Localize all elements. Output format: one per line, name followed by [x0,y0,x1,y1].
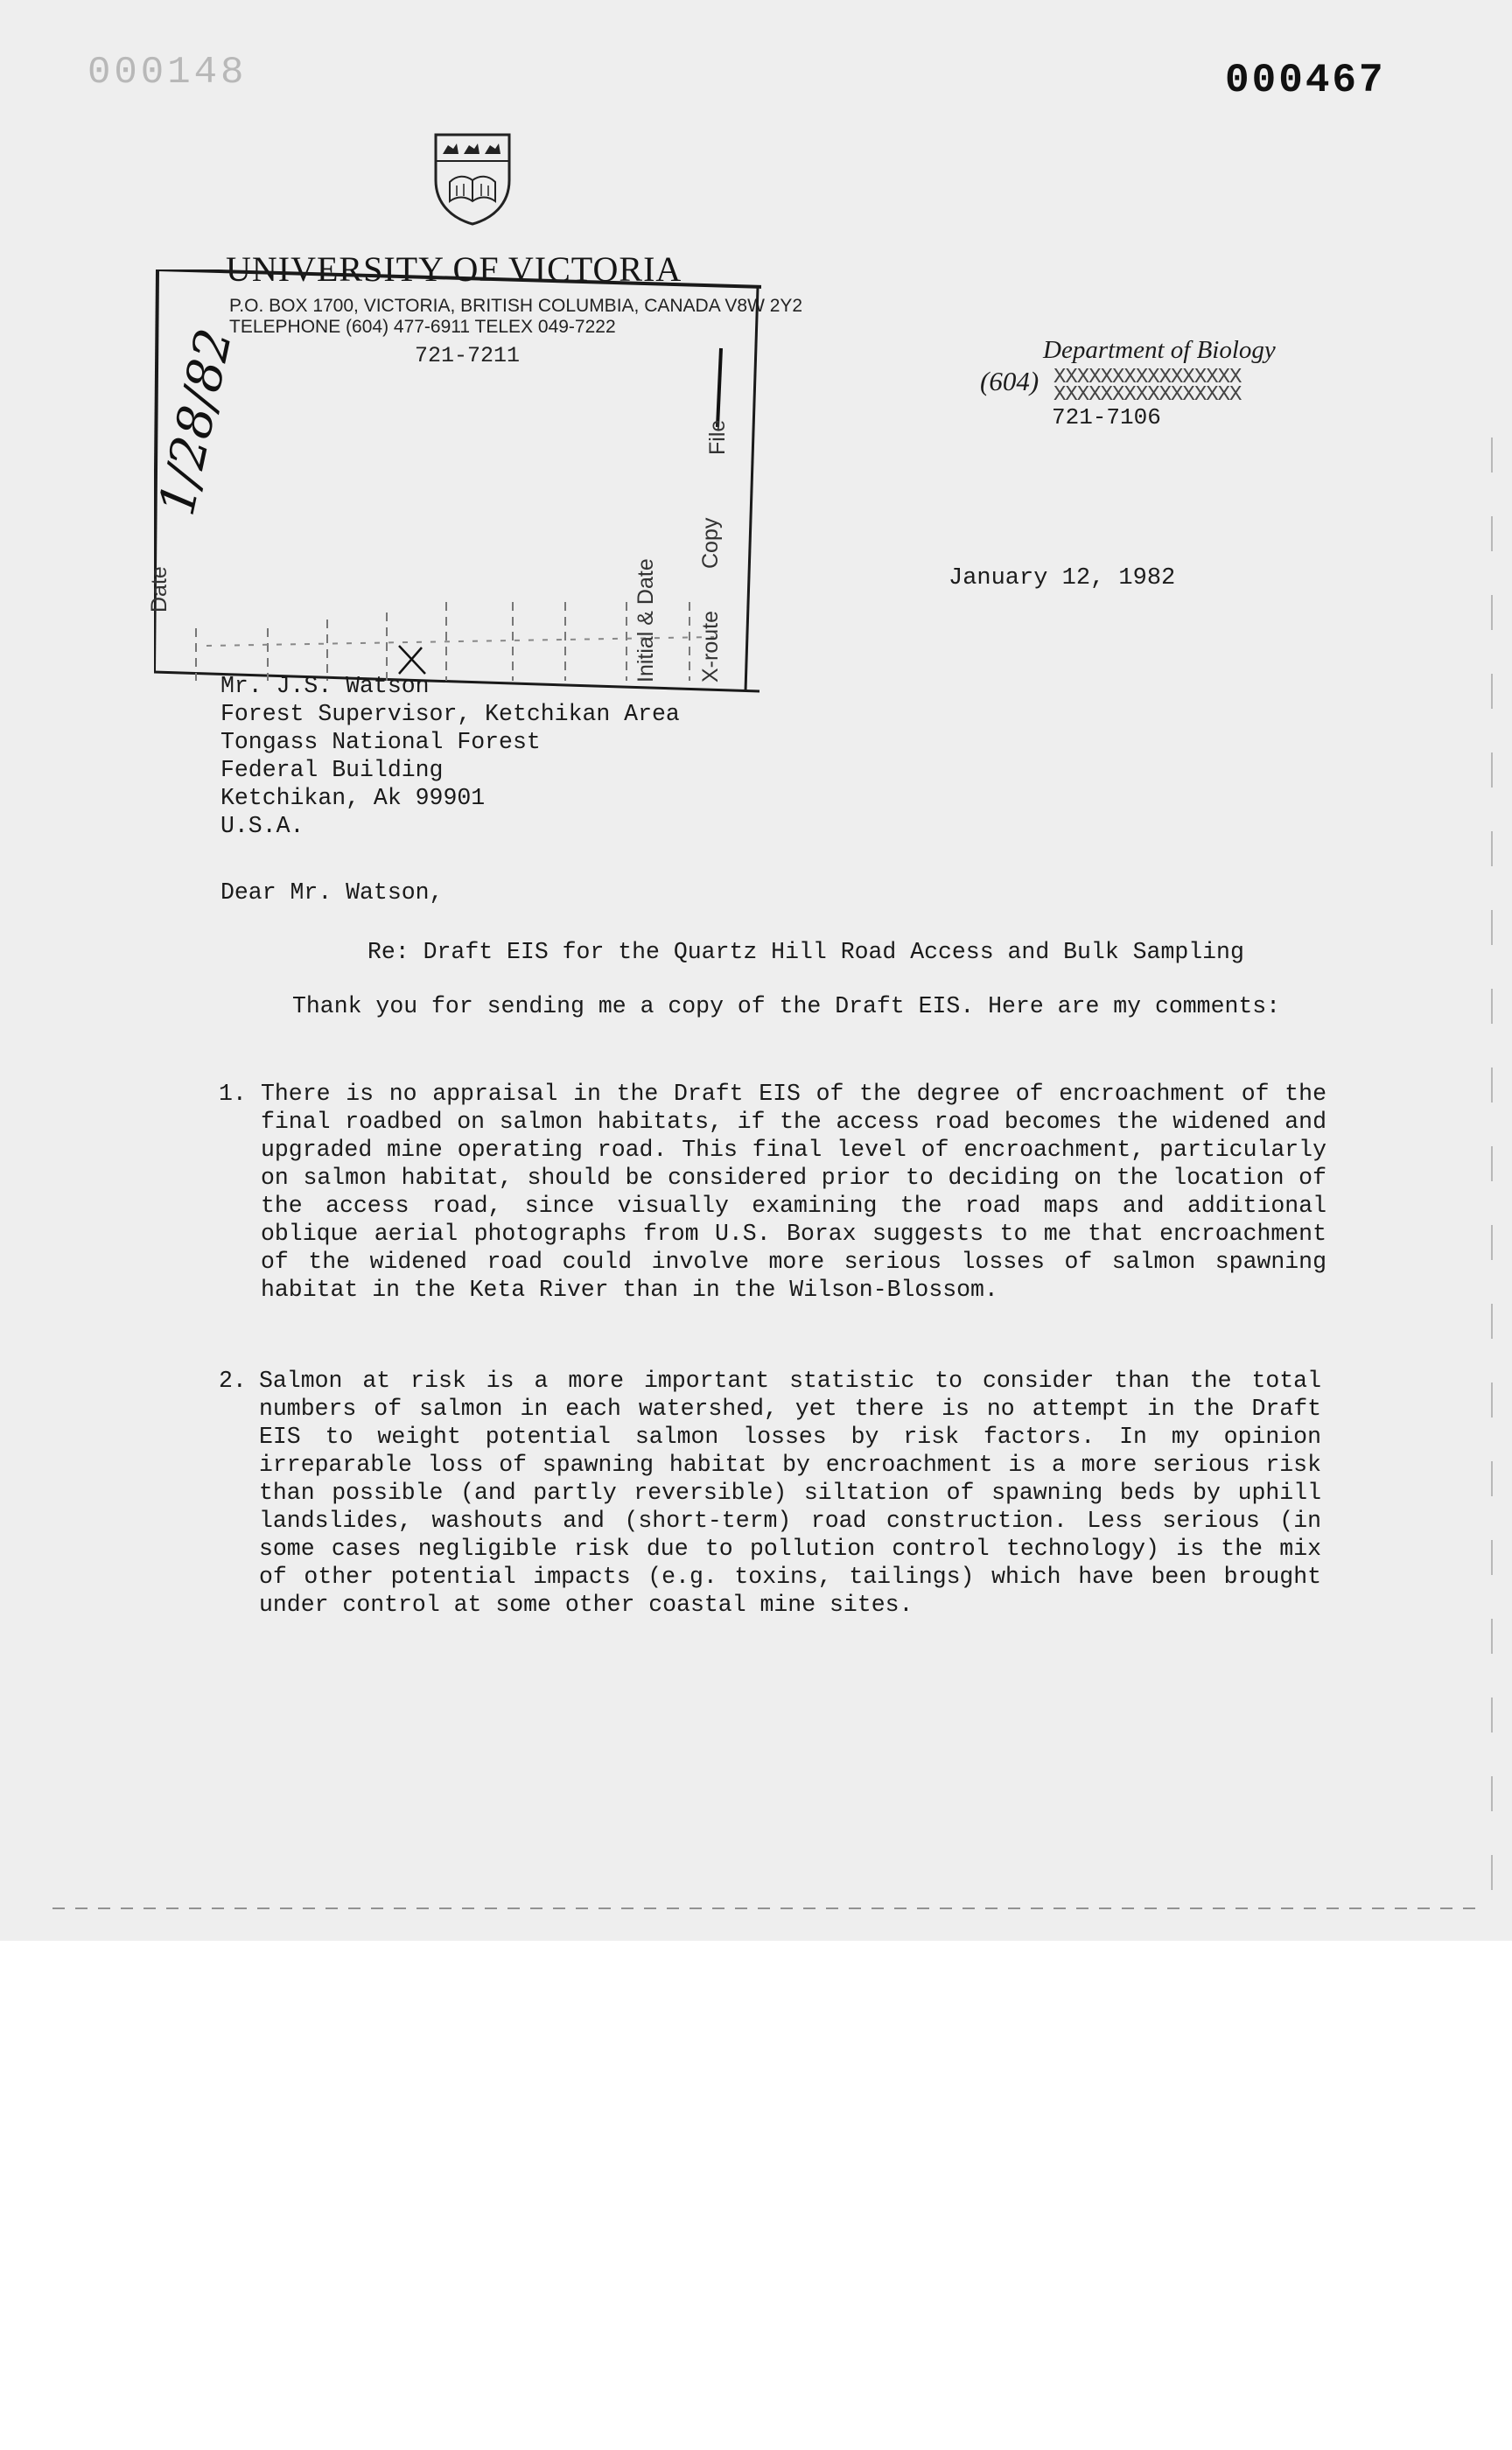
faint-document-number: 000148 [88,51,248,94]
point-number: 1. [219,1081,247,1107]
page-number: 000467 [1225,58,1386,103]
department-phone: 721-7106 [1052,404,1161,430]
letter-date: January 12, 1982 [948,565,1176,592]
university-name: UNIVERSITY OF VICTORIA [226,249,682,289]
stamp-label-initial: Initial & Date [634,558,658,682]
typed-phone-number: 721-7211 [415,343,521,368]
struck-out-phone: XXXXXXXXXXXXXXXX XXXXXXXXXXXXXXXX [1054,366,1242,407]
handwritten-date: 1/28/82 [148,324,244,521]
recipient-line: U.S.A. [220,813,304,839]
stamp-label-copy: Copy [698,517,723,569]
salutation: Dear Mr. Watson, [220,879,444,906]
stamp-label-file: File [705,419,730,455]
scan-right-edge [1491,438,1493,1925]
recipient-line: Tongass National Forest [220,729,541,755]
subject-line: Re: Draft EIS for the Quartz Hill Road Access and Bulk Sampling [368,939,1244,965]
routing-stamp [148,270,761,693]
stamp-label-date: Date [147,566,172,612]
recipient-address [220,672,680,840]
recipient-line: Ketchikan, Ak 99901 [220,785,486,811]
comment-paragraph: Salmon at risk is a more important statistic to consider than the total numbers of salmon in each watershed, yet there is no attempt in the Draft EIS to weight potential salmon losses by risk factors. In my opinion irreparable loss of spawning habitat by encroachment is a more serious risk than possible (and partly reversible) siltation of spawning beds by uphill landslides, washouts and (short-term) road construction. Less serious (in some cases negligible risk due to pollution control technology) is the mix of other potential impacts (e.g. toxins, tailings) which have been brought under control at some other coastal mine sites. [259,1368,1321,1618]
stamp-label-xroute: X-route [698,611,723,682]
department-phone-prefix: (604) [980,366,1040,396]
intro-paragraph: Thank you for sending me a copy of the Draft EIS. Here are my comments: [292,993,1281,1019]
recipient-line: Federal Building [220,757,444,783]
comment-paragraph: There is no appraisal in the Draft EIS of the degree of encroachment of the final roadbed on salmon habitats, if the access road becomes the widened and upgraded mine operating road. This final level of encroachment, particularly on salmon habitat, should be considered prior to deciding on the location of the access road, since visually examining the road maps and additional oblique aerial photographs from U.S. Borax suggests to me that encroachment of the widened road could involve more serious losses of salmon spawning habitat in the Keta River than in the Wilson-Blossom. [261,1081,1326,1303]
scan-bottom-edge [52,1908,1486,1909]
university-crest-icon [430,130,514,228]
department-name: Department of Biology [1043,336,1276,364]
point-number: 2. [219,1368,247,1394]
letterhead-address: P.O. BOX 1700, VICTORIA, BRITISH COLUMBIA, CANADA V8W 2Y2 [229,296,803,316]
recipient-line: Mr. J.S. Watson [220,673,430,699]
letterhead-telephone: TELEPHONE (604) 477-6911 TELEX 049-7222 [229,317,616,337]
recipient-line: Forest Supervisor, Ketchikan Area [220,701,680,727]
